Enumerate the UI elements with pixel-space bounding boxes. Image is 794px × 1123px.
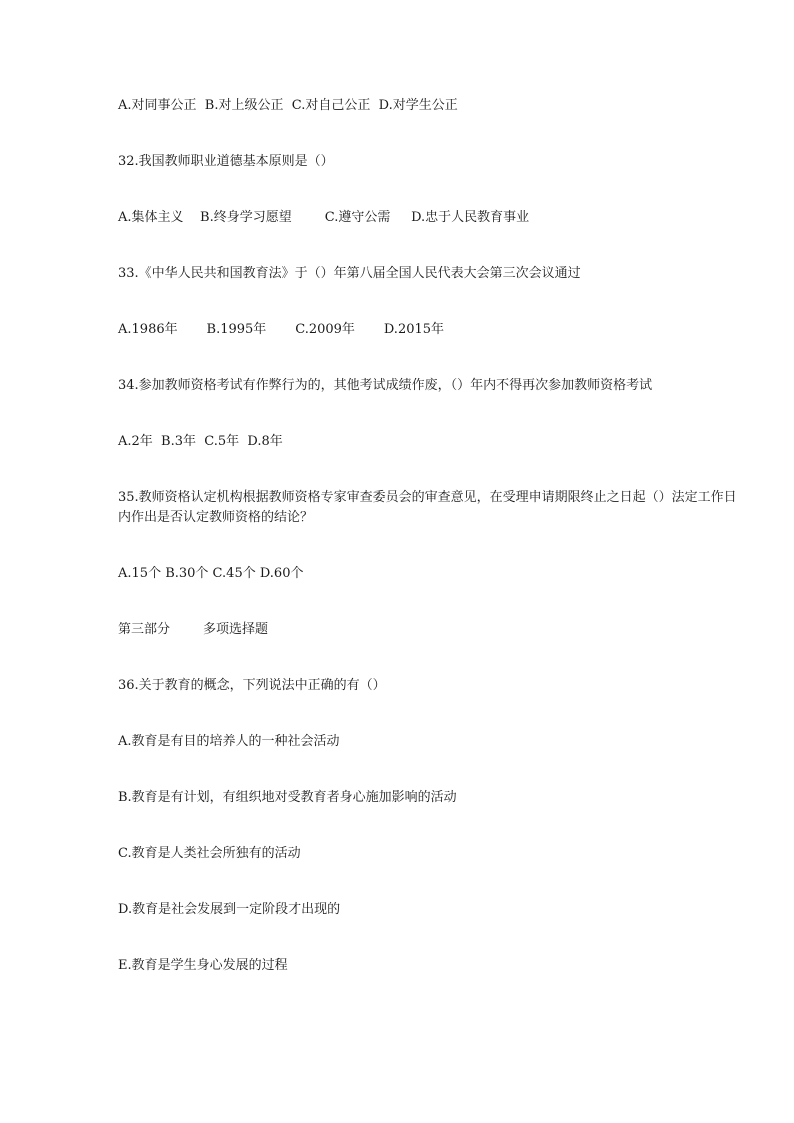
q36-question: 36.关于教育的概念，下列说法中正确的有（） [118,678,386,693]
q32-question: 32.我国教师职业道德基本原则是（） [118,154,334,169]
q33-question: 33.《中华人民共和国教育法》于（）年第八届全国人民代表大会第三次会议通过 [118,266,581,281]
q32-options: A.集体主义 B.终身学习愿望 C.遵守公需 D.忠于人民教育事业 [118,210,530,225]
q31-options: A.对同事公正 B.对上级公正 C.对自己公正 D.对学生公正 [118,98,458,113]
q36-option-b: B.教育是有计划，有组织地对受教育者身心施加影响的活动 [118,790,457,805]
q36-option-d: D.教育是社会发展到一定阶段才出现的 [118,902,341,917]
section-heading: 第三部分 多项选择题 [118,622,269,637]
q35-options: A.15个 B.30个 C.45个 D.60个 [118,566,304,581]
q36-option-a: A.教育是有目的培养人的一种社会活动 [118,734,340,749]
q34-options: A.2年 B.3年 C.5年 D.8年 [118,434,283,449]
q36-option-c: C.教育是人类社会所独有的活动 [118,846,301,861]
q34-question: 34.参加教师资格考试有作弊行为的，其他考试成绩作废，（）年内不得再次参加教师资格考试 [118,378,653,393]
q36-option-e: E.教育是学生身心发展的过程 [118,958,288,973]
q35-question: 35.教师资格认定机构根据教师资格专家审查委员会的审查意见，在受理申请期限终止之日起（）法定工作日内作出是否认定教师资格的结论？ [118,490,737,525]
q33-options: A.1986年 B.1995年 C.2009年 D.2015年 [118,322,445,337]
